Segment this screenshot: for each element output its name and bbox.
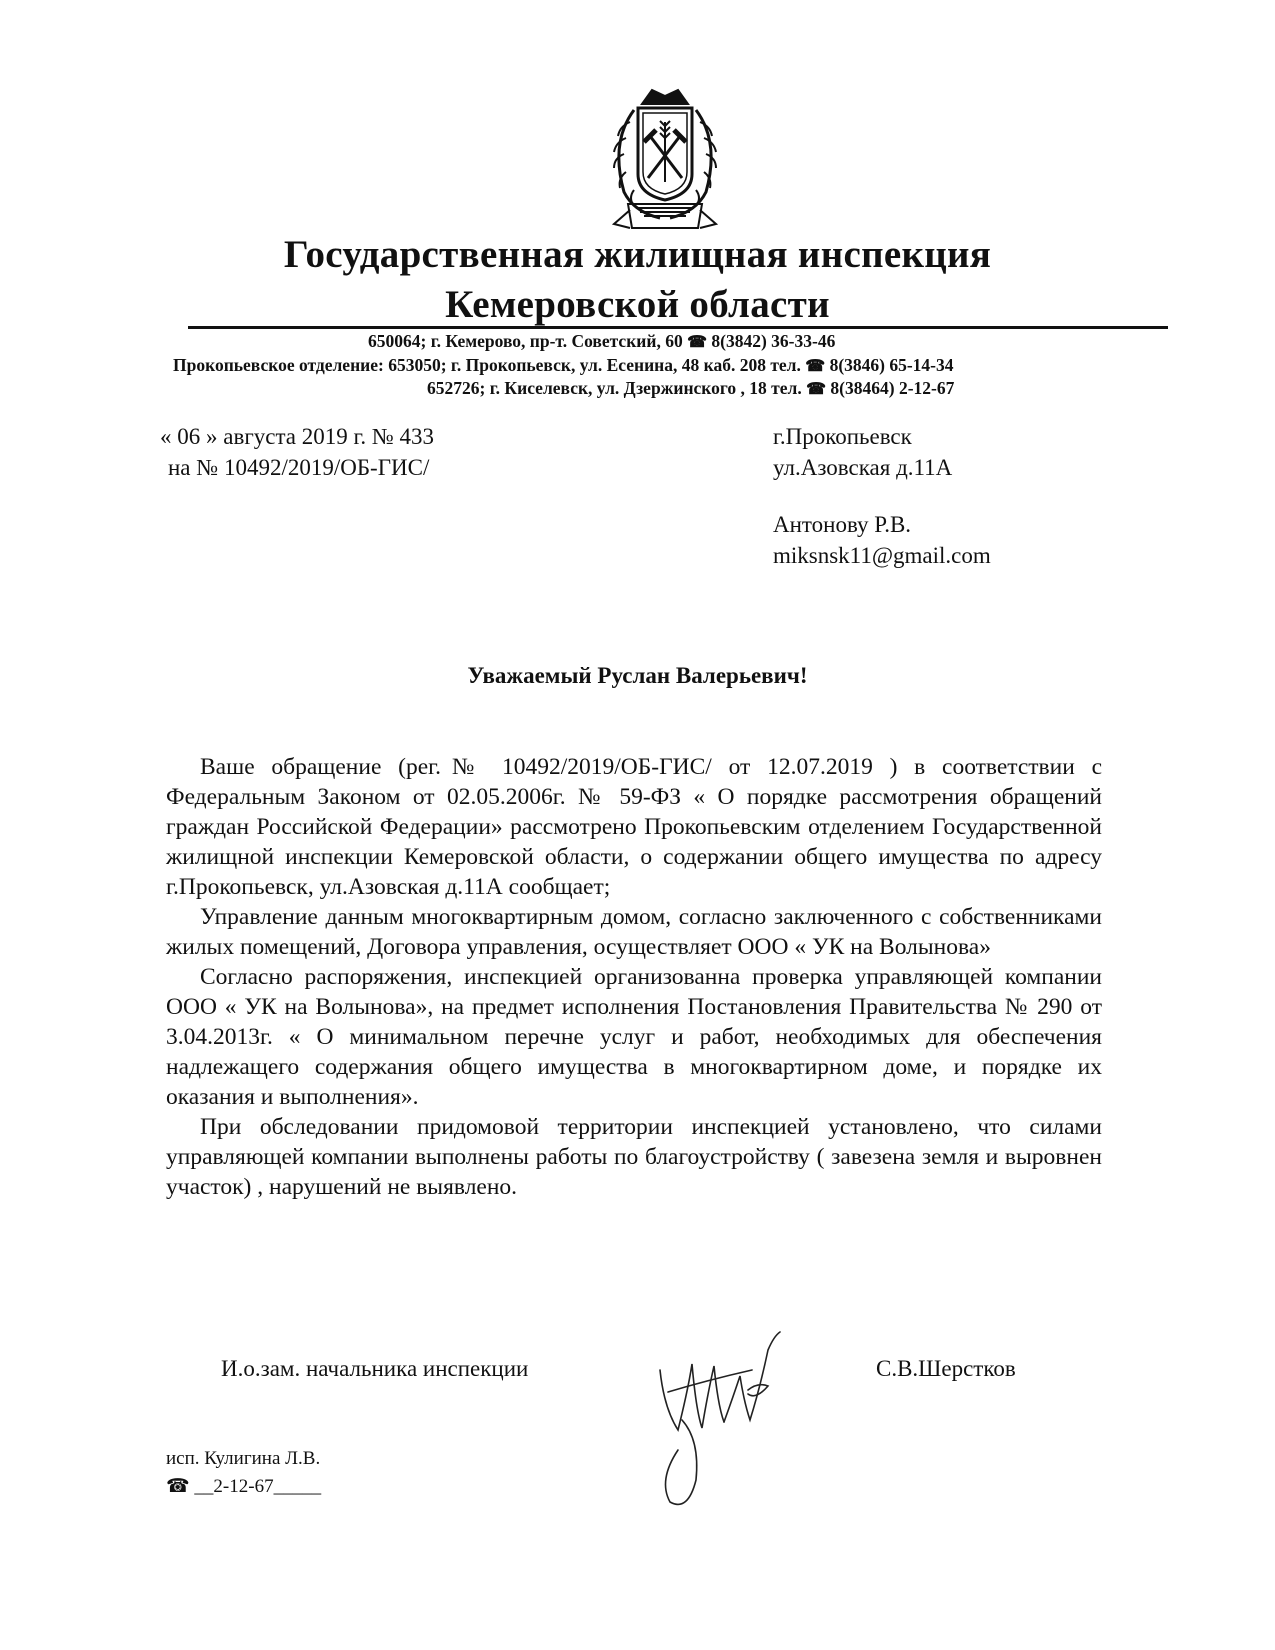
phone-icon: ☎	[805, 358, 826, 375]
phone-icon: ☎	[687, 334, 708, 351]
coat-of-arms-icon	[590, 82, 740, 234]
address-kiselevsk-text: 652726; г. Киселевск, ул. Дзержинского , 18 тел.	[427, 378, 802, 398]
executor-phone: __2-12-67_____	[194, 1476, 322, 1497]
registration-date: « 06 » августа 2019 г. № 433	[160, 424, 435, 449]
phone-icon: ☎	[166, 1476, 190, 1497]
address-main-text: 650064; г. Кемерово, пр-т. Советский, 60	[368, 331, 683, 351]
body-paragraph: Ваше обращение (рег.№ 10492/2019/ОБ-ГИС/ от 12.07.2019 ) в соответствии с Федеральным Законом от 02.05.2006г. № 59-ФЗ « О порядке рассмотрения обращений граждан Российской Федерации» рассмотрено Прокопьевским отделением Государственной жилищной инспекции Кемеровской области, о содержании общего имущества по адресу г.Прокопьевск, ул.Азовская д.11А сообщает;	[166, 754, 1102, 900]
address-branch-text: Прокопьевское отделение: 653050; г. Прокопьевск, ул. Есенина, 48 каб. 208 тел.	[173, 355, 801, 375]
body-paragraph: Согласно распоряжения, инспекцией организованна проверка управляющей компании ООО « УК на Волынова», на предмет исполнения Постановления Правительства № 290 от 3.04.2013г. « О минимальном перечне услуг и работ, необходимых для обеспечения надлежащего содержания общего имущества в многоквартирном доме, и порядке их оказания и выполнения».	[166, 964, 1102, 1110]
greeting: Уважаемый Руслан Валерьевич!	[467, 663, 808, 688]
body-paragraph: При обследовании придомовой территории инспекцией установлено, что силами управляющей компании выполнены работы по благоустройству ( завезена земля и выровнен участок) , нарушений не выявлено.	[166, 1114, 1102, 1200]
address-main	[368, 331, 835, 352]
letter-body	[166, 752, 1102, 1202]
header-rule	[188, 326, 1168, 329]
recipient-name: Антонову Р.В.	[773, 512, 912, 537]
handwritten-signature-icon	[648, 1330, 793, 1510]
signatory-name: С.В.Шерстков	[876, 1356, 1016, 1381]
address-branch	[173, 355, 954, 376]
address-kiselevsk-phone: 8(38464) 2-12-67	[830, 378, 955, 398]
body-paragraph: Управление данным многоквартирным домом, согласно заключенного с собственниками жилых помещений, Договора управления, осуществляет ООО « УК на Волынова»	[166, 904, 1102, 960]
executor-label: исп. Кулигина Л.В.	[166, 1448, 321, 1469]
signatory-position: И.о.зам. начальника инспекции	[221, 1356, 529, 1381]
phone-icon: ☎	[806, 381, 827, 398]
address-kiselevsk	[427, 378, 954, 399]
address-branch-phone: 8(3846) 65-14-34	[829, 355, 954, 375]
registration-reference: на № 10492/2019/ОБ-ГИС/	[168, 455, 430, 480]
recipient-email: miksnsk11@gmail.com	[773, 543, 991, 568]
executor-phone-line	[166, 1475, 321, 1498]
org-name-line1: Государственная жилищная инспекция	[283, 233, 992, 276]
recipient-city: г.Прокопьевск	[773, 424, 912, 449]
address-main-phone: 8(3842) 36-33-46	[711, 331, 836, 351]
recipient-street: ул.Азовская д.11А	[773, 455, 953, 480]
org-name-line2: Кемеровской области	[445, 283, 830, 326]
